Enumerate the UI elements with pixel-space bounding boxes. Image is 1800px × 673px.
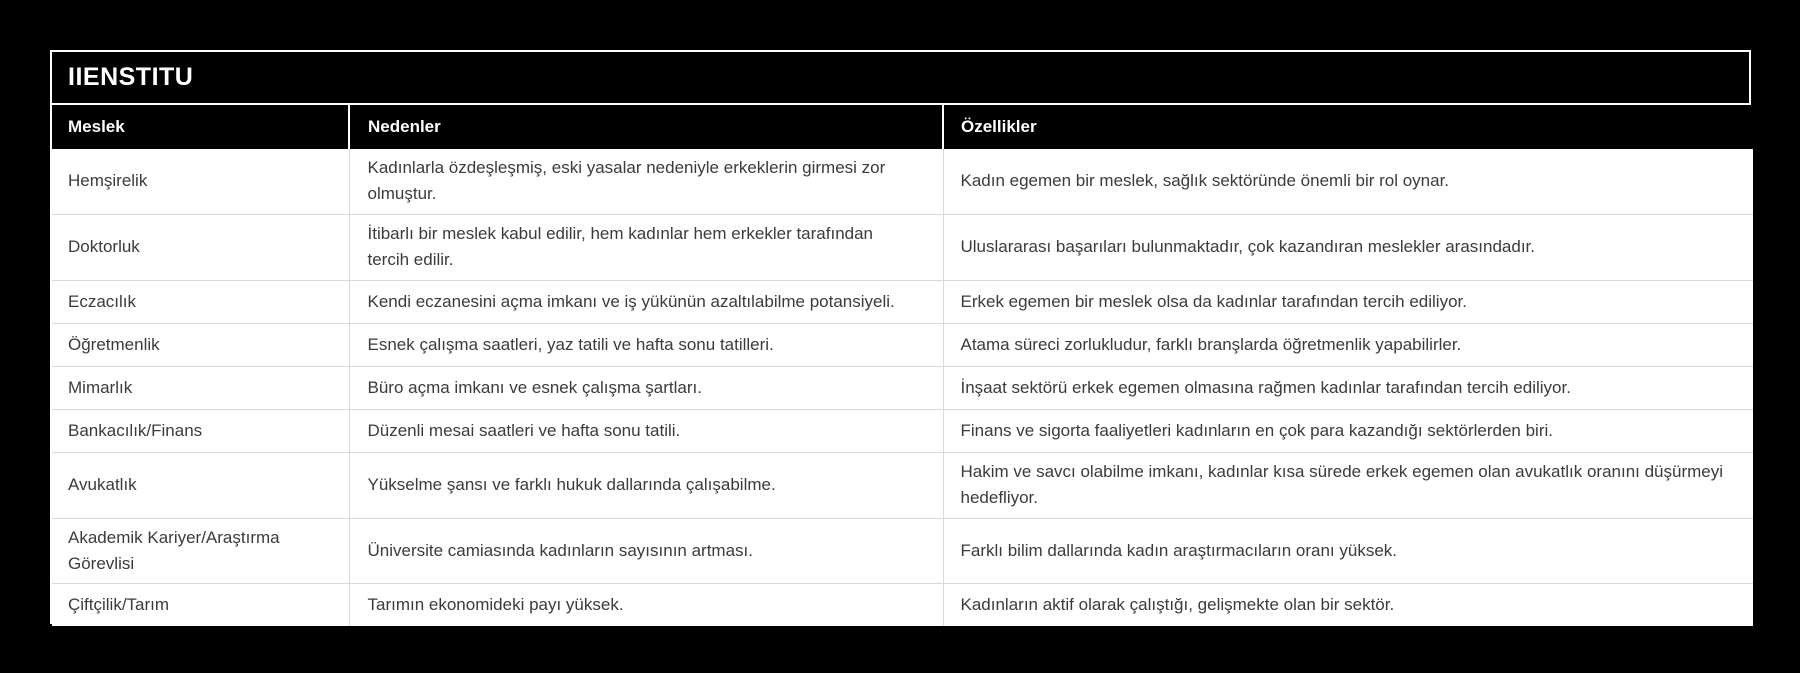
cell-meslek: Doktorluk <box>52 214 349 280</box>
cell-nedenler: Düzenli mesai saatleri ve hafta sonu tatili. <box>349 409 943 452</box>
column-header-nedenler: Nedenler <box>349 105 943 149</box>
table-row <box>52 280 1753 323</box>
table-row <box>52 409 1753 452</box>
cell-meslek: Avukatlık <box>52 452 349 518</box>
column-header-meslek: Meslek <box>52 105 349 149</box>
cell-meslek: Hemşirelik <box>52 149 349 214</box>
title-bar <box>52 52 1749 105</box>
cell-nedenler: Yükselme şansı ve farklı hukuk dallarında çalışabilme. <box>349 452 943 518</box>
cell-ozellikler: Hakim ve savcı olabilme imkanı, kadınlar kısa sürede erkek egemen olan avukatlık oranını düşürmeyi hedefliyor. <box>943 452 1753 518</box>
page-title: IIENSTITU <box>68 63 194 91</box>
cell-ozellikler: Kadın egemen bir meslek, sağlık sektöründe önemli bir rol oynar. <box>943 149 1753 214</box>
cell-nedenler: Kadınlarla özdeşleşmiş, eski yasalar nedeniyle erkeklerin girmesi zor olmuştur. <box>349 149 943 214</box>
cell-ozellikler: Farklı bilim dallarında kadın araştırmacıların oranı yüksek. <box>943 518 1753 583</box>
table-row <box>52 583 1753 626</box>
table-row <box>52 452 1753 518</box>
cell-meslek: Çiftçilik/Tarım <box>52 583 349 626</box>
cell-nedenler: Büro açma imkanı ve esnek çalışma şartları. <box>349 366 943 409</box>
cell-meslek: Öğretmenlik <box>52 323 349 366</box>
cell-ozellikler: Erkek egemen bir meslek olsa da kadınlar tarafından tercih ediliyor. <box>943 280 1753 323</box>
table-card <box>50 50 1751 624</box>
cell-nedenler: Tarımın ekonomideki payı yüksek. <box>349 583 943 626</box>
header-row <box>52 105 1753 149</box>
table-header <box>52 105 1753 149</box>
cell-ozellikler: Atama süreci zorlukludur, farklı branşlarda öğretmenlik yapabilirler. <box>943 323 1753 366</box>
cell-nedenler: Esnek çalışma saatleri, yaz tatili ve hafta sonu tatilleri. <box>349 323 943 366</box>
table-row <box>52 323 1753 366</box>
cell-meslek: Akademik Kariyer/Araştırma Görevlisi <box>52 518 349 583</box>
cell-nedenler: Kendi eczanesini açma imkanı ve iş yükünün azaltılabilme potansiyeli. <box>349 280 943 323</box>
cell-ozellikler: Finans ve sigorta faaliyetleri kadınların en çok para kazandığı sektörlerden biri. <box>943 409 1753 452</box>
cell-ozellikler: Kadınların aktif olarak çalıştığı, gelişmekte olan bir sektör. <box>943 583 1753 626</box>
column-header-ozellikler: Özellikler <box>943 105 1753 149</box>
table-row <box>52 518 1753 583</box>
table-body <box>52 149 1753 626</box>
professions-table <box>52 105 1753 626</box>
cell-ozellikler: Uluslararası başarıları bulunmaktadır, çok kazandıran meslekler arasındadır. <box>943 214 1753 280</box>
table-row <box>52 214 1753 280</box>
cell-meslek: Mimarlık <box>52 366 349 409</box>
table-row <box>52 366 1753 409</box>
cell-nedenler: Üniversite camiasında kadınların sayısının artması. <box>349 518 943 583</box>
cell-meslek: Eczacılık <box>52 280 349 323</box>
cell-nedenler: İtibarlı bir meslek kabul edilir, hem kadınlar hem erkekler tarafından tercih edilir. <box>349 214 943 280</box>
cell-meslek: Bankacılık/Finans <box>52 409 349 452</box>
table-row <box>52 149 1753 214</box>
cell-ozellikler: İnşaat sektörü erkek egemen olmasına rağmen kadınlar tarafından tercih ediliyor. <box>943 366 1753 409</box>
